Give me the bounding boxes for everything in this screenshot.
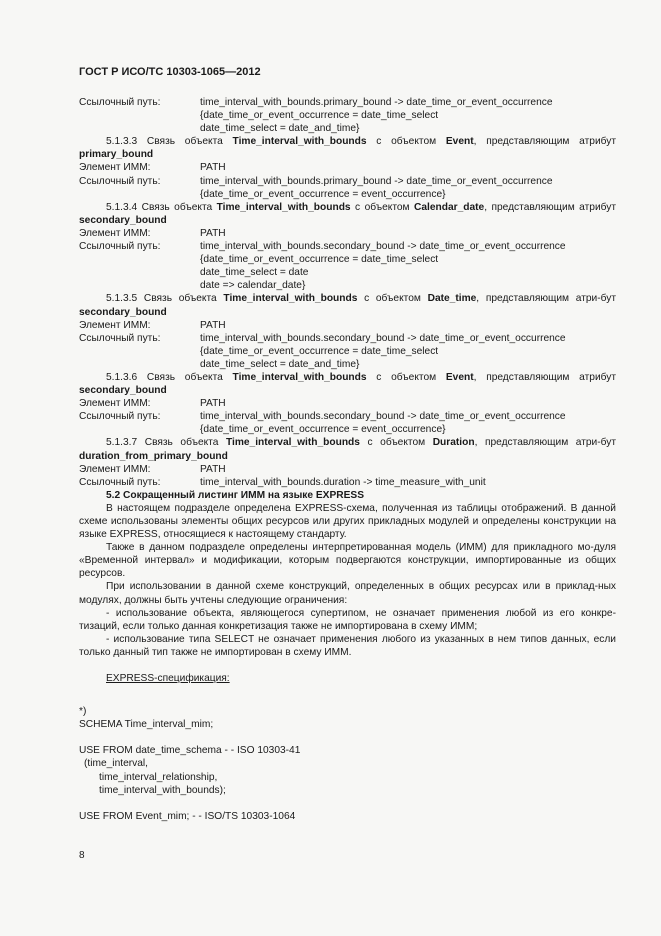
clause-text: 5.1.3.4 Связь объекта bbox=[106, 201, 217, 213]
path-value bbox=[200, 410, 616, 436]
clause-text: , представляющим атрибут bbox=[473, 371, 617, 383]
path-line: {date_time_or_event_occurrence = event_occurrence} bbox=[200, 424, 446, 436]
code-line: time_interval_with_bounds); bbox=[99, 784, 226, 796]
path-line: {date_time_or_event_occurrence = date_time_select bbox=[200, 254, 439, 266]
path-line: date => calendar_date} bbox=[200, 280, 306, 292]
path-label: Ссылочный путь: bbox=[79, 97, 161, 108]
target-name: Event bbox=[445, 371, 474, 383]
code-line: *) bbox=[79, 706, 87, 718]
paragraph: В настоящем подразделе определена EXPRESS-схема, полученная из таблицы отображений. В данной схеме использованы элементы общих ресурсов или других прикладных модулей и определены конструкции на языке EXPRESS, относящиеся к настоящему стандарту. bbox=[79, 502, 616, 541]
clause-text: , представляющим атрибут bbox=[473, 136, 617, 148]
target-name: Event bbox=[445, 136, 474, 148]
section-heading: 5.2 Сокращенный листинг ИММ на языке EXPRESS bbox=[106, 489, 365, 501]
target-name: Duration bbox=[432, 437, 475, 449]
clause-text: с объектом bbox=[357, 293, 428, 305]
element-value: PATH bbox=[200, 227, 226, 239]
path-line: date_time_select = date_and_time} bbox=[200, 358, 360, 370]
reference-path-row bbox=[79, 240, 616, 292]
clause-text: 5.1.3.3 Связь объекта bbox=[106, 136, 233, 148]
express-spec-label: EXPRESS-спецификация: bbox=[106, 673, 230, 685]
element-label: Элемент ИММ: bbox=[79, 398, 151, 410]
element-label: Элемент ИММ: bbox=[79, 463, 151, 475]
clause-5-1-3-4 bbox=[79, 201, 616, 227]
clause-text: с объектом bbox=[366, 371, 446, 383]
clause-text: с объектом bbox=[350, 201, 414, 213]
path-label: Ссылочный путь: bbox=[79, 411, 161, 423]
path-line: time_interval_with_bounds.secondary_bound -> date_time_or_event_occurrence bbox=[200, 411, 566, 423]
clause-text: , представляющим атри-бут bbox=[476, 293, 616, 305]
target-name: Date_time bbox=[427, 293, 477, 305]
paragraph: Также в данном подразделе определены интерпретированная модель (ИММ) для прикладного мо-дуля «Временной интервал» и модификации, которым подвергаются конструкции, импортированные из общих ресурсов. bbox=[79, 542, 616, 580]
reference-path-row bbox=[79, 410, 616, 436]
element-row bbox=[79, 463, 616, 476]
clause-text: 5.1.3.7 Связь объекта bbox=[106, 437, 226, 449]
path-label: Ссылочный путь: bbox=[79, 241, 161, 253]
reference-path-row bbox=[79, 476, 616, 489]
path-line: {date_time_or_event_occurrence = date_time_select bbox=[200, 345, 439, 357]
element-row bbox=[79, 161, 616, 174]
code-line: (time_interval, bbox=[84, 758, 148, 770]
code-line: USE FROM Event_mim; - - ISO/TS 10303-1064 bbox=[79, 810, 296, 822]
object-name: Time_interval_with_bounds bbox=[232, 371, 367, 383]
clause-text: с объектом bbox=[359, 437, 433, 449]
path-line: time_interval_with_bounds.primary_bound -> date_time_or_event_occurrence bbox=[200, 97, 553, 108]
page-header: ГОСТ Р ИСО/ТС 10303-1065—2012 bbox=[79, 66, 261, 78]
attribute-name: duration_from_primary_bound bbox=[79, 450, 228, 462]
object-name: Time_interval_with_bounds bbox=[216, 201, 351, 213]
element-row bbox=[79, 227, 616, 240]
element-label: Элемент ИММ: bbox=[79, 162, 151, 174]
path-line: time_interval_with_bounds.secondary_bound -> date_time_or_event_occurrence bbox=[200, 332, 566, 344]
element-label: Элемент ИММ: bbox=[79, 227, 151, 239]
path-label: Ссылочный путь: bbox=[79, 175, 161, 187]
path-line: time_interval_with_bounds.duration -> time_measure_with_unit bbox=[200, 476, 486, 488]
path-line: date_time_select = date bbox=[200, 267, 309, 279]
page-number: 8 bbox=[79, 850, 85, 861]
clause-text: 5.1.3.5 Связь объекта bbox=[106, 293, 224, 305]
clause-5-1-3-7 bbox=[79, 436, 616, 462]
object-name: Time_interval_with_bounds bbox=[232, 136, 367, 148]
reference-path-row bbox=[79, 332, 616, 371]
page-content bbox=[79, 96, 616, 823]
clause-text: , представляющим атри-бут bbox=[474, 437, 616, 449]
path-line: time_interval_with_bounds.primary_bound -> date_time_or_event_occurrence bbox=[200, 175, 553, 187]
path-value bbox=[200, 240, 616, 292]
element-row bbox=[79, 397, 616, 410]
path-label: Ссылочный путь: bbox=[79, 332, 161, 344]
clause-text: 5.1.3.6 Связь объекта bbox=[106, 371, 233, 383]
code-line: SCHEMA Time_interval_mim; bbox=[79, 719, 214, 731]
path-value bbox=[200, 175, 616, 201]
clause-5-1-3-5 bbox=[79, 292, 616, 318]
reference-path-row bbox=[79, 96, 616, 135]
path-line: {date_time_or_event_occurrence = date_time_select bbox=[200, 110, 439, 122]
paragraph: При использовании в данной схеме конструкций, определенных в общих ресурсах или в приклад-ных модулях, должны быть учтены следующие ограничения: bbox=[79, 581, 616, 606]
attribute-name: secondary_bound bbox=[79, 214, 167, 226]
path-line: time_interval_with_bounds.secondary_bound -> date_time_or_event_occurrence bbox=[200, 241, 566, 253]
element-value: PATH bbox=[200, 463, 226, 475]
reference-path-row bbox=[79, 175, 616, 201]
element-value: PATH bbox=[200, 162, 226, 174]
code-line: time_interval_relationship, bbox=[99, 771, 218, 783]
attribute-name: primary_bound bbox=[79, 149, 154, 161]
express-code bbox=[79, 705, 616, 823]
element-row bbox=[79, 319, 616, 332]
list-item: - использование объекта, являющегося супертипом, не означает применения любой из его конкре-тизаций, если только данная конкретизация также не импортирована в схему ИММ; bbox=[79, 607, 616, 632]
attribute-name: secondary_bound bbox=[79, 306, 167, 318]
code-line: USE FROM date_time_schema - - ISO 10303-41 bbox=[79, 745, 301, 757]
object-name: Time_interval_with_bounds bbox=[225, 437, 360, 449]
path-line: date_time_select = date_and_time} bbox=[200, 123, 360, 135]
clause-5-1-3-6 bbox=[79, 371, 616, 397]
path-line: {date_time_or_event_occurrence = event_occurrence} bbox=[200, 188, 446, 200]
target-name: Calendar_date bbox=[414, 201, 485, 213]
element-value: PATH bbox=[200, 398, 226, 410]
clause-text: с объектом bbox=[366, 136, 446, 148]
path-value bbox=[200, 332, 616, 371]
clause-text: , представляющим атрибут bbox=[484, 201, 616, 213]
path-value bbox=[200, 96, 616, 135]
element-label: Элемент ИММ: bbox=[79, 319, 151, 331]
path-label: Ссылочный путь: bbox=[79, 476, 161, 488]
list-item: - использование типа SELECT не означает применения любого из указанных в нем типов данных, если только данный тип также не импортирован в схему ИММ. bbox=[79, 633, 616, 658]
clause-5-1-3-3 bbox=[79, 135, 616, 161]
attribute-name: secondary_bound bbox=[79, 385, 167, 397]
element-value: PATH bbox=[200, 319, 226, 331]
object-name: Time_interval_with_bounds bbox=[223, 293, 358, 305]
